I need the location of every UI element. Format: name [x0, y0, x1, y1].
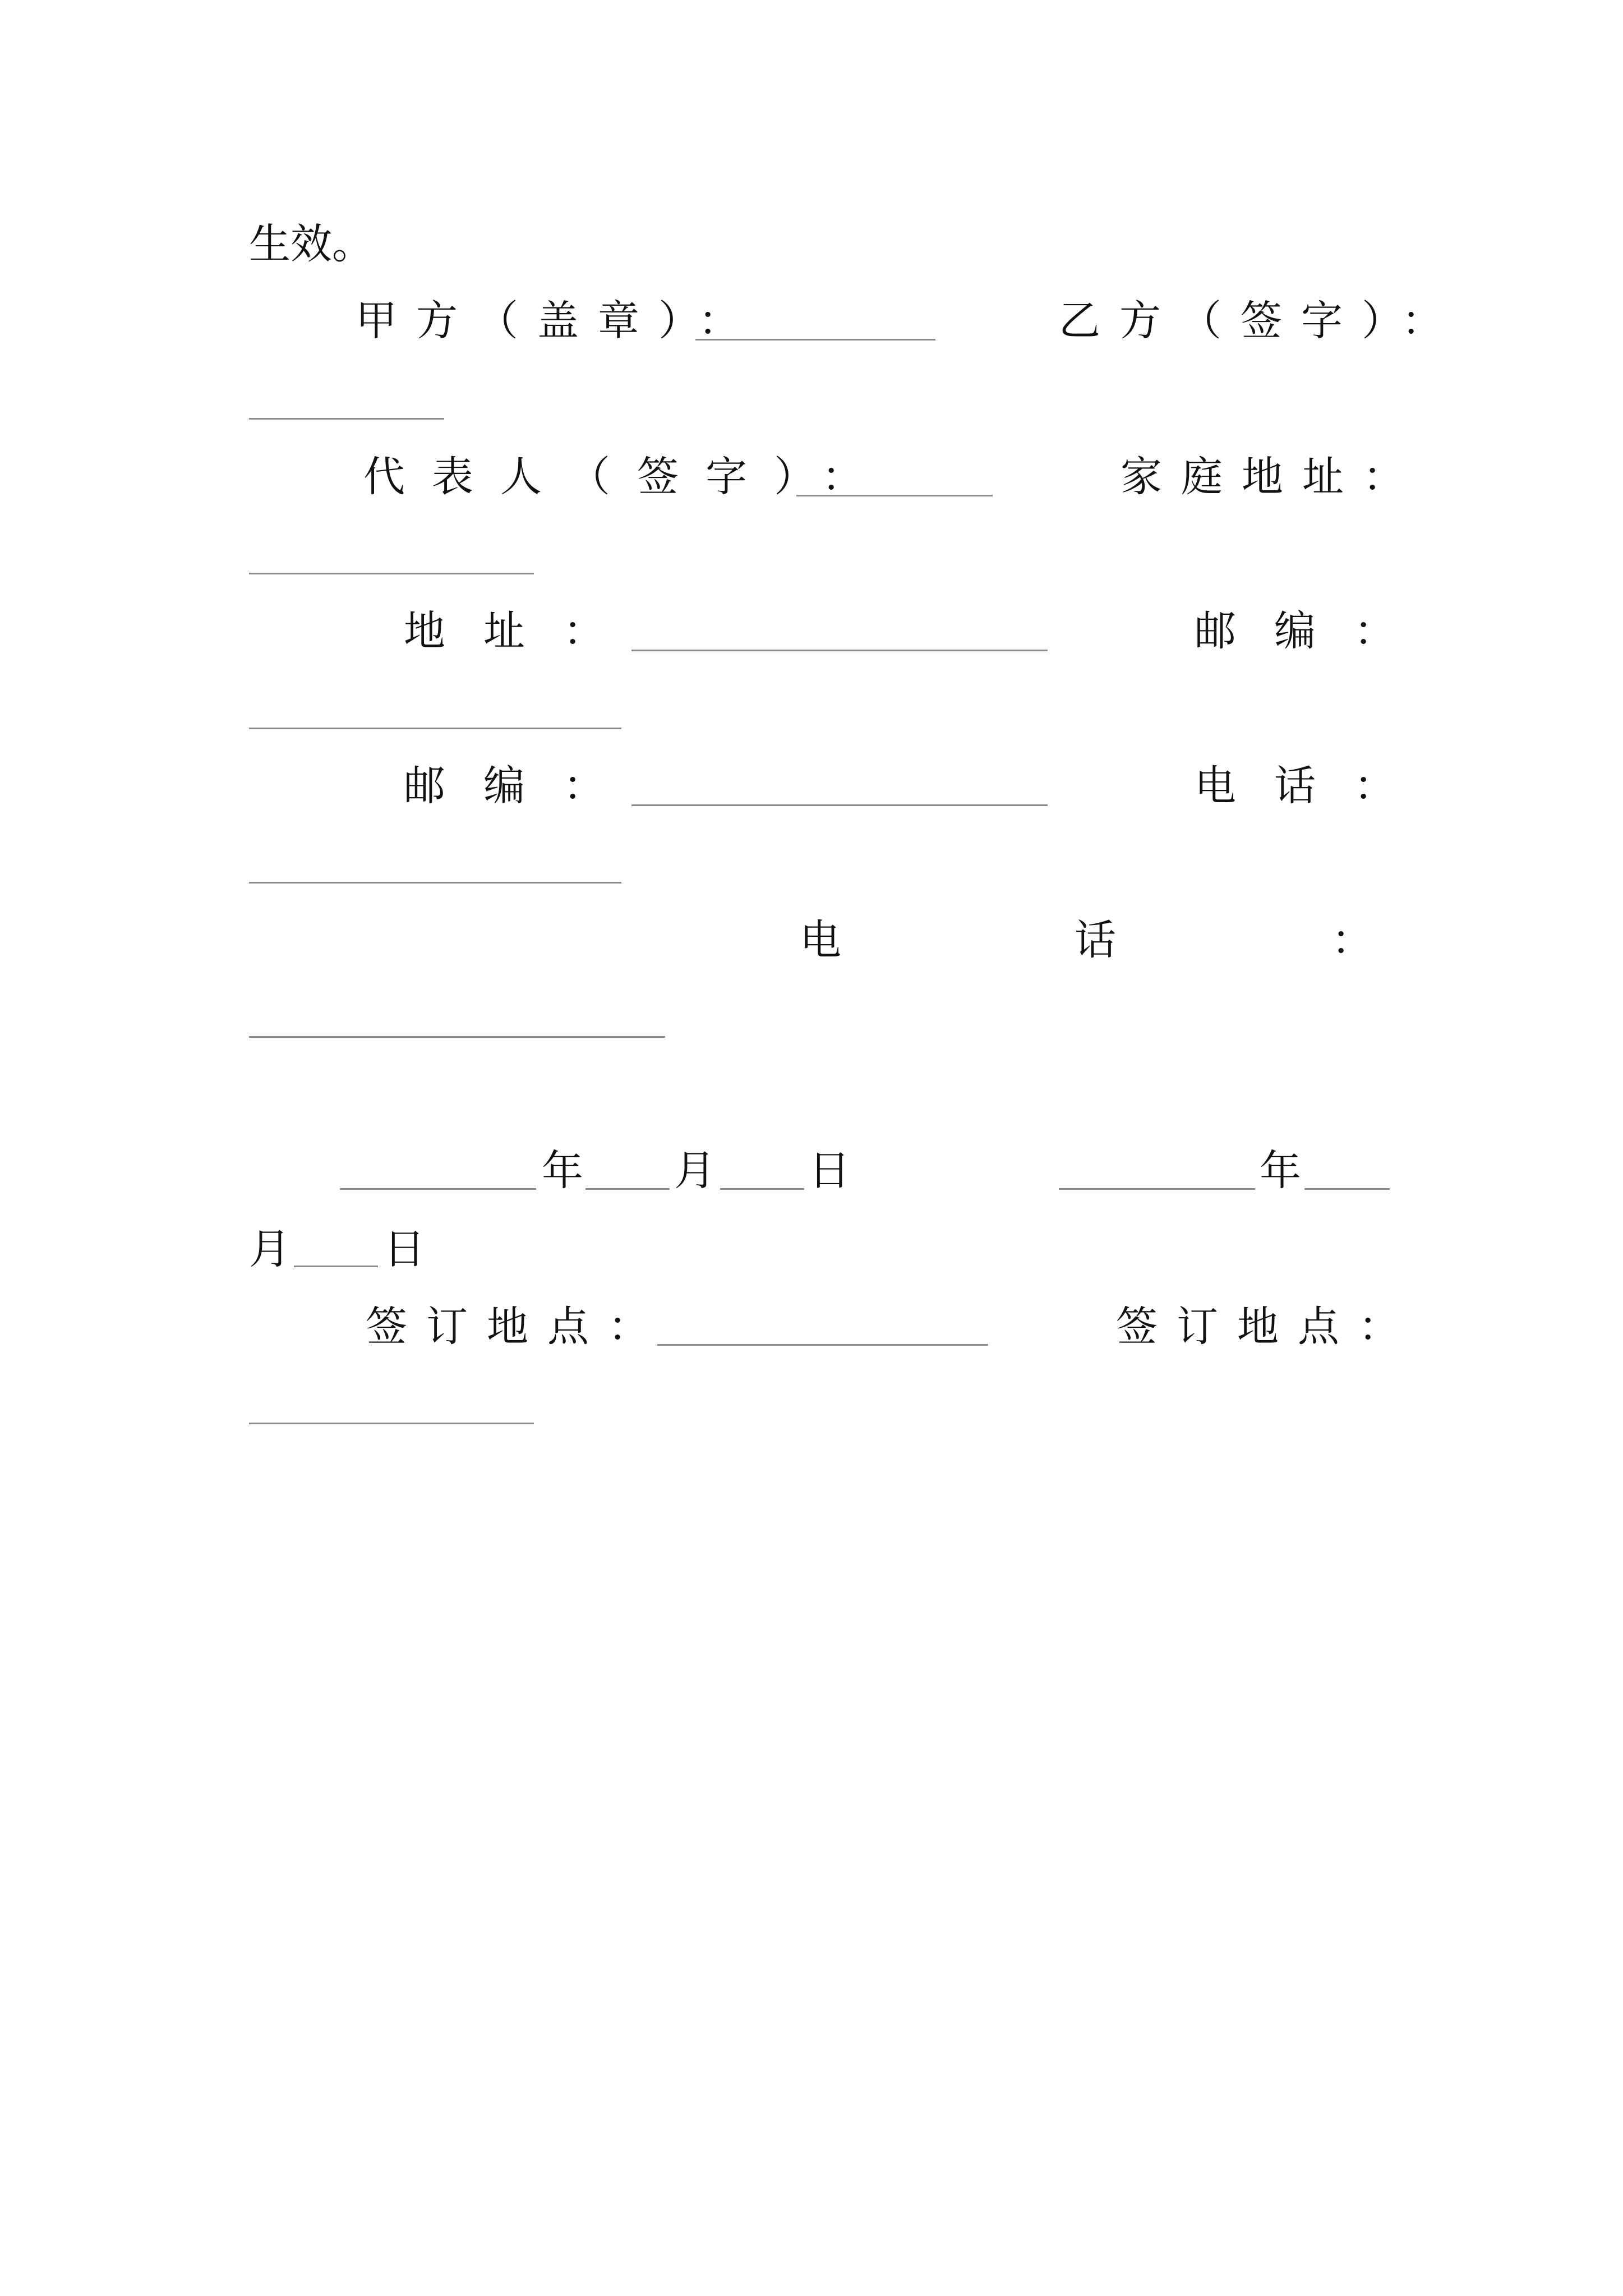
- representative-label: 代表人（签字）：: [363, 453, 890, 501]
- party-a-seal-label: 甲方（盖章）：: [356, 297, 759, 345]
- representative-blank: [796, 495, 993, 496]
- date-a-day: 日: [809, 1147, 850, 1195]
- phone-right-blank: [249, 882, 621, 884]
- sign-place-a-blank: [657, 1344, 988, 1346]
- date-b-year-blank: [1059, 1188, 1255, 1190]
- phone-left-char-1: 电: [800, 916, 841, 964]
- date-b-day: 日: [384, 1225, 425, 1273]
- date-b-month-blank: [1304, 1188, 1390, 1190]
- date-a-year: 年: [542, 1147, 583, 1195]
- postcode-left-blank: [631, 804, 1048, 806]
- effective-text: 生效。: [249, 220, 374, 268]
- postcode-right-blank: [249, 728, 621, 729]
- date-b-day-blank: [294, 1266, 378, 1267]
- sign-place-b-blank: [249, 1423, 534, 1424]
- sign-place-label-a: 签订地点：: [366, 1303, 668, 1351]
- date-a-month: 月: [674, 1147, 716, 1195]
- phone-left-char-2: 话: [1075, 916, 1116, 964]
- address-label: 地址：: [404, 607, 643, 655]
- party-a-seal-blank: [695, 339, 935, 341]
- date-b-month: 月: [249, 1225, 291, 1273]
- address-blank: [631, 650, 1048, 651]
- phone-left-colon: ：: [1331, 916, 1373, 964]
- phone-label-right: 电话：: [1195, 762, 1433, 810]
- postcode-label-right: 邮编：: [1195, 607, 1433, 655]
- date-b-year: 年: [1260, 1147, 1301, 1195]
- phone-left-blank: [249, 1036, 665, 1038]
- party-b-sign-blank: [249, 418, 444, 420]
- postcode-label-left: 邮编：: [404, 762, 643, 810]
- date-a-day-blank: [720, 1188, 804, 1190]
- sign-place-label-b: 签订地点：: [1116, 1303, 1419, 1351]
- home-address-blank: [249, 573, 534, 574]
- home-address-label: 家庭地址：: [1121, 453, 1423, 501]
- date-a-month-blank: [585, 1188, 670, 1190]
- date-a-year-blank: [340, 1188, 536, 1190]
- party-b-sign-label: 乙方（签字）：: [1059, 297, 1462, 345]
